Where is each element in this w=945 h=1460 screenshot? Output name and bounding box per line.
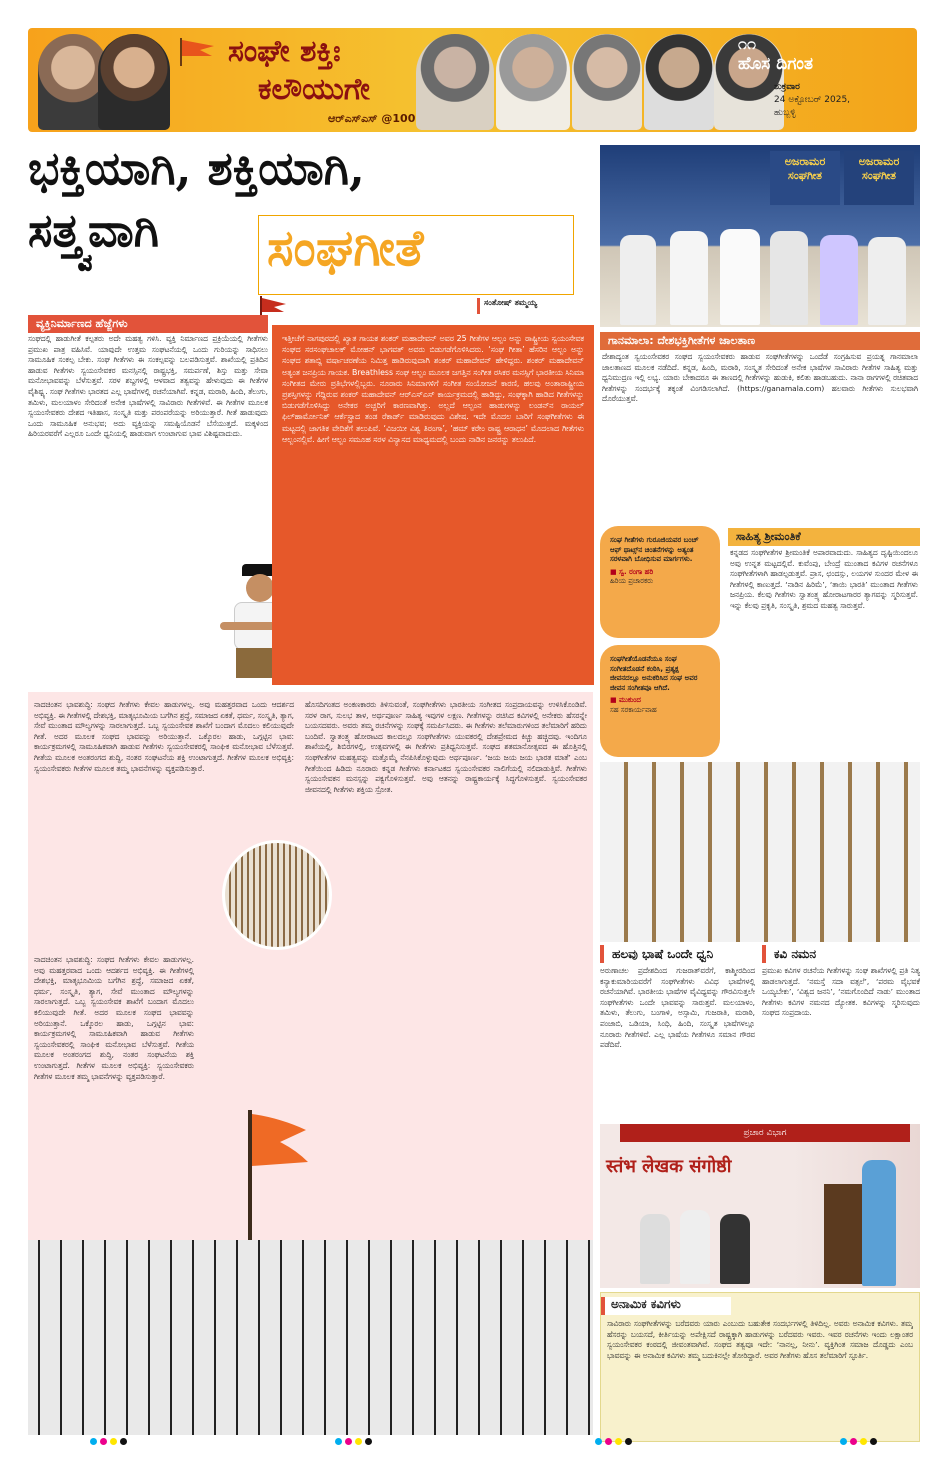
body-col2-lower: ಹೊಸದಿಗಂತದ ಅಂಕಣಕಾರರು ತಿಳಿಸುವಂತೆ, ಸಂಘಗೀತೆಗಳು ಭಾರತೀಯ ಸಂಗೀತದ ಸಂಪ್ರದಾಯವನ್ನು ಉಳಿಸಿಕೊಂಡಿವೆ. ಸರಳ ರಾಗ, ಸುಲಭ ತಾಳ, ಅರ್ಥಪೂರ್ಣ ಸಾಹಿತ್ಯ ಇವುಗಳ ಲಕ್ಷಣ. ಗೀತೆಗಳನ್ನು ರಚಿಸಿದ ಕವಿಗಳಲ್ಲಿ ಅನೇಕರು ಹೆಸರನ್ನೇ ಬಯಸದವರು. ಅವರು ತಮ್ಮ ರಚನೆಗಳನ್ನು ಸಂಘಕ್ಕೆ ಸಮರ್ಪಿಸಿದರು. ಈ ಗೀತೆಗಳು ತಲೆಮಾರುಗಳಿಂದ ತಲೆಮಾರಿಗೆ ಹರಿದು ಬಂದಿವೆ. ಸ್ವಾತಂತ್ರ್ಯ ಹೋರಾಟದ ಕಾಲದಲ್ಲೂ ಸಂಘಗೀತೆಗಳು ಯುವಕರಲ್ಲಿ ದೇಶಪ್ರೇಮದ ಕಿಚ್ಚು ಹಚ್ಚಿದವು. ಇಂದಿಗೂ ಶಾಖೆಯಲ್ಲಿ, ಶಿಬಿರಗಳಲ್ಲಿ, ಉತ್ಸವಗಳಲ್ಲಿ ಈ ಗೀತೆಗಳು ಪ್ರತಿಧ್ವನಿಸುತ್ತವೆ. ಸಂಘದ ಶತಮಾನೋತ್ಸವದ ಈ ಹೊತ್ತಿನಲ್ಲಿ ಸಂಘಗೀತೆಗಳ ಮಹತ್ವವನ್ನು ಮತ್ತೊಮ್ಮೆ ನೆನಪಿಸಿಕೊಳ್ಳುವುದು ಅರ್ಥಪೂರ್ಣ. ‘ಜಯ ಜಯ ಜಯ ಭಾರತ ಮಾತೆ’ ಎಂಬ ಗೀತೆಯಿಂದ ಹಿಡಿದು ನೂರಾರು ಕನ್ನಡ ಗೀತೆಗಳು ಕರ್ನಾಟಕದ ಸ್ವಯಂಸೇವಕರ ನಾಲಿಗೆಯಲ್ಲಿ ನಲಿದಾಡುತ್ತಿವೆ. ಗೀತೆಗಳು ಸ್ವಯಂಸೇವಕನ ಮನಸ್ಸನ್ನು ಪಕ್ವಗೊಳಿಸುತ್ತವೆ. ಅವು ಆತನನ್ನು ರಾಷ್ಟ್ರಕಾರ್ಯಕ್ಕೆ ಸಿದ್ಧಗೊಳಿಸುತ್ತವೆ. ಸ್ವಯಂಸೇವಕರ ಜೀವನದಲ್ಲಿ ಗೀತೆಗಳು ಶಕ್ತಿಯ ಸ್ರೋತ. bbox=[305, 700, 587, 794]
portrait-4 bbox=[496, 34, 570, 130]
path-sanchalan-photo bbox=[600, 762, 920, 942]
headline-highlight: ಸಂಘಗೀತೆ bbox=[267, 218, 424, 277]
quote2-text: ಸಂಘಗೀತೆಯೊಡನೆಯೂ ಸಂಘ ಸಂಗೀತದೊಡನೆ ಕಂಠಿಸಿ, ಪ್ರತ್ಯಕ್ಷ ಜೀವನದಲ್ಲೂ ಅನುಕರಿಸಿದ ಸಂಘ ಅವರ ಜೀವನ ಸಂಗೀತವೂ ಆಗಿದೆ. bbox=[610, 655, 698, 692]
quote1-text: ಸಂಘ ಗೀತೆಗಳು ಗುರೂಜಿಯವರ ಬಂಚ್ ಆಫ್ ಥಾಟ್ಸ್‌ನ ಚಿಂತನೆಗಳನ್ನು ಅತ್ಯಂತ ಸರಳವಾಗಿ ಬೋಧಿಸುವ ಮಾರ್ಗಗಳು. bbox=[610, 536, 699, 564]
event-banner-text: स्तंभ लेखक संगोष्ठी bbox=[606, 1156, 732, 1177]
seminar-photo bbox=[600, 1124, 920, 1288]
quote1-role: ಹಿರಿಯ ಪ್ರಚಾರಕರು bbox=[610, 577, 654, 586]
poster1-caption: ಅಜರಾಮರ ಸಂಘಗೀತ bbox=[770, 151, 840, 205]
body-col1-intro: ಸಂಘದಲ್ಲಿ ಹಾಡುಗೀತೆ ಕಲ್ಪತರು ಅದೇ ಮಹತ್ವ ಗಳಿಸಿ. ವ್ಯಕ್ತಿ ನಿರ್ಮಾಣದ ಪ್ರಕ್ರಿಯೆಯಲ್ಲಿ ಗೀತೆಗಳು ಪ್ರಮುಖ ಪಾತ್ರ ವಹಿಸಿವೆ. ಯಾವುದೇ ಉತ್ತಮ ಸಂಘಟನೆಯಲ್ಲಿ ಒಂದು ಗುರಿಯನ್ನು ಸಾಧಿಸಲು ಸಾಮೂಹಿಕ ಸಂಕಲ್ಪ ಬೇಕು. ಸಂಘ ಗೀತೆಗಳು ಈ ಸಂಕಲ್ಪವನ್ನು ಬಲಪಡಿಸುತ್ತವೆ. ಶಾಖೆಯಲ್ಲಿ ಪ್ರತಿದಿನ ಹಾಡುವ ಗೀತೆಗಳು ಸ್ವಯಂಸೇವಕರ ಮನಸ್ಸಿನಲ್ಲಿ ರಾಷ್ಟ್ರಭಕ್ತಿ, ಸಮರ್ಪಣೆ, ಶಿಸ್ತು ಮತ್ತು ಸೇವಾ ಮನೋಭಾವವನ್ನು ಬೆಳೆಸುತ್ತವೆ. ಸರಳ ಶಬ್ದಗಳಲ್ಲಿ ಆಳವಾದ ತತ್ವವನ್ನು ಹೇಳುವುದು ಈ ಗೀತೆಗಳ ವೈಶಿಷ್ಟ್ಯ. ಸಂಘ ಗೀತೆಗಳು ಭಾರತದ ಎಲ್ಲ ಭಾಷೆಗಳಲ್ಲಿ ರಚನೆಯಾಗಿವೆ. ಕನ್ನಡ, ಮರಾಠಿ, ಹಿಂದಿ, ತೆಲುಗು, ತಮಿಳು, ಮಲಯಾಳಂ ಸೇರಿದಂತೆ ಅನೇಕ ಭಾಷೆಗಳಲ್ಲಿ ಸಾವಿರಾರು ಗೀತೆಗಳಿವೆ. ಈ ಗೀತೆಗಳ ಮೂಲಕ ಸ್ವಯಂಸೇವಕರು ದೇಶದ ಇತಿಹಾಸ, ಸಂಸ್ಕೃತಿ ಮತ್ತು ಪರಂಪರೆಯನ್ನು ಅರಿಯುತ್ತಾರೆ. ಗೀತೆ ಹಾಡುವುದು ಒಂದು ಸಾಮೂಹಿಕ ಅನುಭವ; ಅದು ವ್ಯಕ್ತಿಯನ್ನು ಸಮಷ್ಟಿಯೊಡನೆ ಬೆಸೆಯುತ್ತದೆ. ಮಕ್ಕಳಿಂದ ಹಿರಿಯರವರೆಗೆ ಎಲ್ಲರೂ ಒಂದೇ ಧ್ವನಿಯಲ್ಲಿ ಹಾಡುವಾಗ ಉಂಟಾಗುವ ಭಾವ ವಿಶಿಷ್ಟವಾದುದು. bbox=[28, 334, 268, 439]
section-head-anamika: ಅನಾಮಿಕ ಕವಿಗಳು bbox=[601, 1297, 731, 1315]
banner-title-line2: ಕಲೌಯುಗೇ bbox=[258, 72, 370, 107]
crowd-illustration bbox=[28, 1240, 593, 1435]
headline-line2: ಸತ್ತ್ವವಾಗಿ bbox=[28, 203, 159, 257]
banner-title-line1: ಸಂಘೇ ಶಕ್ತಿಃ bbox=[228, 34, 341, 69]
portrait-3 bbox=[416, 34, 494, 130]
issue-date: 24 ಅಕ್ಟೋಬರ್ 2025, bbox=[774, 95, 851, 105]
anamika-text: ಸಾವಿರಾರು ಸಂಘಗೀತೆಗಳನ್ನು ಬರೆದವರು ಯಾರು ಎಂಬುದು ಬಹುತೇಕ ಸಂದರ್ಭಗಳಲ್ಲಿ ತಿಳಿದಿಲ್ಲ. ಅವರು ಅನಾಮಿಕ ಕವಿಗಳು. ತಮ್ಮ ಹೆಸರನ್ನು ಬಯಸದೆ, ಕೀರ್ತಿಯನ್ನು ಅಪೇಕ್ಷಿಸದೆ ರಾಷ್ಟ್ರಕ್ಕಾಗಿ ಹಾಡುಗಳನ್ನು ಬರೆದವರು ಇವರು. ಇವರ ರಚನೆಗಳು ಇಂದು ಲಕ್ಷಾಂತರ ಸ್ವಯಂಸೇವಕರ ಕಂಠದಲ್ಲಿ ಜೀವಂತವಾಗಿವೆ. ಸಂಘದ ತತ್ವವೂ ಇದೇ: ‘ನಾನಲ್ಲ, ನೀನು’. ವ್ಯಕ್ತಿಗಿಂತ ಸಮಾಜ ದೊಡ್ಡದು ಎಂಬ ಭಾವವನ್ನು ಈ ಅನಾಮಿಕ ಕವಿಗಳು ತಮ್ಮ ಬದುಕಿನಲ್ಲೇ ತೋರಿದ್ದಾರೆ. ಅವರ ಗೀತೆಗಳು ಹೊಸ ತಲೆಮಾರಿಗೆ ಸ್ಫೂರ್ತಿ. bbox=[607, 1319, 913, 1360]
poster2-caption: ಅಜರಾಮರ ಸಂಘಗೀತ bbox=[844, 151, 914, 205]
formation-photo bbox=[222, 840, 332, 950]
registration-dots-2 bbox=[335, 1438, 372, 1446]
registration-dots-4 bbox=[840, 1438, 877, 1446]
registration-dots-1 bbox=[90, 1438, 127, 1446]
quote-badge-2 bbox=[600, 645, 720, 757]
section-head-ganamala: ಗಾನಮಾಲಾ: ದೇಶಭಕ್ತಿಗೀತೆಗಳ ಜಾಲತಾಣ bbox=[600, 332, 920, 350]
body-col1-lower: ನಾದಚಿಂತನ ಭಾವಶುದ್ಧಿ: ಸಂಘದ ಗೀತೆಗಳು ಕೇವಲ ಹಾಡುಗಳಲ್ಲ. ಅವು ಮಹತ್ತರವಾದ ಒಂದು ಆದರ್ಶದ ಅಭಿವ್ಯಕ್ತಿ. ಈ ಗೀತೆಗಳಲ್ಲಿ ದೇಶಭಕ್ತಿ, ಮಾತೃಭೂಮಿಯ ಬಗೆಗಿನ ಶ್ರದ್ಧೆ, ಸಮಾಜದ ಏಕತೆ, ಧರ್ಮ, ಸಂಸ್ಕೃತಿ, ತ್ಯಾಗ, ಸೇವೆ ಮುಂತಾದ ಮೌಲ್ಯಗಳನ್ನು ಸಾರಲಾಗುತ್ತದೆ. ಒಬ್ಬ ಸ್ವಯಂಸೇವಕ ಶಾಖೆಗೆ ಬಂದಾಗ ಮೊದಲು ಕಲಿಯುವುದೇ ಗೀತೆ. ಅದರ ಮೂಲಕ ಸಂಘದ ಭಾವವನ್ನು ಅರಿಯುತ್ತಾನೆ. ಒಕ್ಕೊರಲ ಹಾಡು, ಒಗ್ಗಟ್ಟಿನ ಭಾವ: ಕಾರ್ಯಕ್ರಮಗಳಲ್ಲಿ ಸಾಮೂಹಿಕವಾಗಿ ಹಾಡುವ ಗೀತೆಗಳು ಸ್ವಯಂಸೇವಕರಲ್ಲಿ ಸಾಂಘಿಕ ಮನೋಭಾವ ಬೆಳೆಸುತ್ತವೆ. ಗೀತೆಯ ಮೂಲಕ ಅಂತರಂಗದ ಶುದ್ಧಿ, ನಂತರ ಸಂಘಟನೆಯ ಶಕ್ತಿ ಉಂಟಾಗುತ್ತದೆ. ಗೀತೆಗಳ ಮೂಲಕ ಅಭಿವ್ಯಕ್ತಿ: ಸ್ವಯಂಸೇವಕರು ಗೀತೆಗಳ ಮೂಲಕ ತಮ್ಮ ಭಾವನೆಗಳನ್ನು ವ್ಯಕ್ತಪಡಿಸುತ್ತಾರೆ. bbox=[34, 700, 294, 773]
bhagwa-flag-illustration bbox=[200, 1100, 310, 1250]
body-col1-continued: ನಾದಚಿಂತನ ಭಾವಶುದ್ಧಿ: ಸಂಘದ ಗೀತೆಗಳು ಕೇವಲ ಹಾಡುಗಳಲ್ಲ. ಅವು ಮಹತ್ತರವಾದ ಒಂದು ಆದರ್ಶದ ಅಭಿವ್ಯಕ್ತಿ. ಈ ಗೀತೆಗಳಲ್ಲಿ ದೇಶಭಕ್ತಿ, ಮಾತೃಭೂಮಿಯ ಬಗೆಗಿನ ಶ್ರದ್ಧೆ, ಸಮಾಜದ ಏಕತೆ, ಧರ್ಮ, ಸಂಸ್ಕೃತಿ, ತ್ಯಾಗ, ಸೇವೆ ಮುಂತಾದ ಮೌಲ್ಯಗಳನ್ನು ಸಾರಲಾಗುತ್ತದೆ. ಒಬ್ಬ ಸ್ವಯಂಸೇವಕ ಶಾಖೆಗೆ ಬಂದಾಗ ಮೊದಲು ಕಲಿಯುವುದೇ ಗೀತೆ. ಅದರ ಮೂಲಕ ಸಂಘದ ಭಾವವನ್ನು ಅರಿಯುತ್ತಾನೆ. ಒಕ್ಕೊರಲ ಹಾಡು, ಒಗ್ಗಟ್ಟಿನ ಭಾವ: ಕಾರ್ಯಕ್ರಮಗಳಲ್ಲಿ ಸಾಮೂಹಿಕವಾಗಿ ಹಾಡುವ ಗೀತೆಗಳು ಸ್ವಯಂಸೇವಕರಲ್ಲಿ ಸಾಂಘಿಕ ಮನೋಭಾವ ಬೆಳೆಸುತ್ತವೆ. ಗೀತೆಯ ಮೂಲಕ ಅಂತರಂಗದ ಶುದ್ಧಿ, ನಂತರ ಸಂಘಟನೆಯ ಶಕ್ತಿ ಉಂಟಾಗುತ್ತದೆ. ಗೀತೆಗಳ ಮೂಲಕ ಅಭಿವ್ಯಕ್ತಿ: ಸ್ವಯಂಸೇವಕರು ಗೀತೆಗಳ ಮೂಲಕ ತಮ್ಮ ಭಾವನೆಗಳನ್ನು ವ್ಯಕ್ತಪಡಿಸುತ್ತಾರೆ. bbox=[34, 955, 194, 1081]
quote-badge-1 bbox=[600, 526, 720, 638]
masthead-banner bbox=[28, 28, 917, 132]
banner-tag: ಆರ್‌ಎಸ್‌ಎಸ್ @100 bbox=[328, 112, 416, 125]
headline-highlight-box bbox=[258, 215, 574, 295]
quote1-author: ■ ಸ್ವ. ರಂಗಾ ಹರಿ bbox=[610, 567, 654, 576]
event-banner-top: ಪ್ರಚಾರ ವಿಭಾಗ bbox=[620, 1124, 910, 1142]
saffron-flag-icon bbox=[178, 36, 218, 66]
registration-dots-3 bbox=[595, 1438, 632, 1446]
halavu-text: ಅರುಣಾಚಲ ಪ್ರದೇಶದಿಂದ ಗುಜರಾತ್‌ವರೆಗೆ, ಕಾಶ್ಮೀರದಿಂದ ಕನ್ಯಾಕುಮಾರಿಯವರೆಗೆ ಸಂಘಗೀತೆಗಳು ವಿವಿಧ ಭಾಷೆಗಳಲ್ಲಿ ರಚನೆಯಾಗಿವೆ. ಭಾರತೀಯ ಭಾಷೆಗಳ ವೈವಿಧ್ಯವನ್ನು ಗೌರವಿಸುತ್ತಲೇ ಸಂಘಗೀತೆಗಳು ಒಂದೇ ಭಾವವನ್ನು ಸಾರುತ್ತವೆ. ಮಲಯಾಳಂ, ತಮಿಳು, ತೆಲುಗು, ಬಂಗಾಳಿ, ಅಸ್ಸಾಮಿ, ಗುಜರಾತಿ, ಮರಾಠಿ, ಪಂಜಾಬಿ, ಒಡಿಯಾ, ಸಿಂಧಿ, ಹಿಂದಿ, ಸಂಸ್ಕೃತ ಭಾಷೆಗಳಲ್ಲೂ ನೂರಾರು ಗೀತೆಗಳಿವೆ. ಎಲ್ಲ ಭಾಷೆಯ ಗೀತೆಗಳೂ ಸಮಾನ ಗೌರವ ಪಡೆದಿವೆ. bbox=[600, 966, 755, 1050]
portrait-5 bbox=[572, 34, 642, 130]
section-head-vyakti: ವ್ಯಕ್ತಿನಿರ್ಮಾಣದ ಹೆಜ್ಜೆಗಳು bbox=[28, 315, 268, 333]
anamika-box bbox=[600, 1292, 920, 1442]
byline: ಸಂತೋಷ್ ತಮ್ಮಯ್ಯ bbox=[477, 298, 577, 314]
ganamala-text: ದೇಶಾದ್ಯಂತ ಸ್ವಯಂಸೇವಕರ ಸಂಘದ ಸ್ವಯಂಸೇವಕರು ಹಾಡುವ ಸಂಘಗೀತೆಗಳನ್ನು ಒಂದೆಡೆ ಸಂಗ್ರಹಿಸುವ ಪ್ರಯತ್ನ ಗಾನಮಾಲಾ ಜಾಲತಾಣದ ಮೂಲಕ ನಡೆದಿದೆ. ಕನ್ನಡ, ಹಿಂದಿ, ಮರಾಠಿ, ಸಂಸ್ಕೃತ ಸೇರಿದಂತೆ ಅನೇಕ ಭಾಷೆಗಳ ಸಾವಿರಾರು ಗೀತೆಗಳ ಸಾಹಿತ್ಯ ಮತ್ತು ಧ್ವನಿಮುದ್ರಣ ಇಲ್ಲಿ ಲಭ್ಯ. ಯಾರು ಬೇಕಾದರೂ ಈ ತಾಣದಲ್ಲಿ ಗೀತೆಗಳನ್ನು ಹುಡುಕಿ, ಕಲಿತು ಹಾಡಬಹುದು. ನಾನಾ ರಾಗಗಳಲ್ಲಿ ರಚಿತವಾದ ಗೀತೆಗಳನ್ನು ಸಂದರ್ಭಕ್ಕೆ ತಕ್ಕಂತೆ ವಿಂಗಡಿಸಲಾಗಿದೆ. (https://ganamala.com) ಹಲವಾರು ಗೀತೆಗಳು ಸುಲಭವಾಗಿ ದೊರೆಯುತ್ತವೆ. bbox=[602, 352, 918, 404]
quote2-author: ■ ಮುಕುಂದ bbox=[610, 696, 641, 705]
kavi-text: ಪ್ರಮುಖ ಕವಿಗಳ ರಚನೆಯ ಗೀತೆಗಳನ್ನು ಸಂಘ ಶಾಖೆಗಳಲ್ಲಿ ಪ್ರತಿ ನಿತ್ಯ ಹಾಡಲಾಗುತ್ತದೆ. ‘ನಮಸ್ತೆ ಸದಾ ವತ್ಸಲೆ’, ‘ಪರಮ ವೈಭವಕೆ ಒಯ್ಯಬೇಕು’, ‘ವಿಶ್ವದ ಜನನಿ’, ‘ನಮಗೊಂದಿದೆ ನಾಡು’ ಮುಂತಾದ ಗೀತೆಗಳು ಕವಿಗಳ ನಮನದ ದ್ಯೋತಕ. ಕವಿಗಳನ್ನು ಸ್ಮರಿಸುವುದು ಸಂಘದ ಸಂಪ್ರದಾಯ. bbox=[762, 966, 920, 1018]
portrait-2 bbox=[98, 34, 170, 130]
orange-feature-panel: ಇತ್ತೀಚೆಗೆ ನಾಗಪುರದಲ್ಲಿ ಖ್ಯಾತ ಗಾಯಕ ಶಂಕರ್ ಮಹಾದೇವನ್ ಅವರ 25 ಗೀತೆಗಳ ಆಲ್ಬಂ ಅನ್ನು ರಾಷ್ಟ್ರೀಯ ಸ್ವಯಂಸೇವಕ ಸಂಘದ ಸರಸಂಘಚಾಲಕ್ ಮೋಹನ್ ಭಾಗವತ್ ಅವರು ಬಿಡುಗಡೆಗೊಳಿಸಿದರು. ‘ಸಂಘ ಗೀತಾ’ ಹೆಸರಿನ ಆಲ್ಬಂ ಅನ್ನು ಸಂಘದ ಶತಾಬ್ದಿ ವರ್ಷಾಚರಣೆಯ ನಿಮಿತ್ತ ಹಾಡಿರುವುದಾಗಿ ಶಂಕರ್ ಮಹಾದೇವನ್ ಹೇಳಿದ್ದರು. ಶಂಕರ್ ಮಹಾದೇವನ್ ಅತ್ಯಂತ ಜನಪ್ರಿಯ ಗಾಯಕ. Breathless ಸಂಘ ಆಲ್ಬಂ ಮೂಲಕ ಜಗತ್ತಿನ ಸಂಗೀತ ರಸಿಕರ ಮನಸ್ಸಿಗೆ ಭಾರತೀಯ ಸಿನಿಮಾ ಸಂಗೀತದ ಮೇರು ಪ್ರತಿಭೆಗಳಲ್ಲಿಬ್ಬರು. ನೂರಾರು ಸಿನಿಮಾಗಳಿಗೆ ಸಂಗೀತ ಸಂಯೋಜನೆ ಕಾರಣಿ, ಹಲವು ಅಂತಾರಾಷ್ಟ್ರೀಯ ಪ್ರಶಸ್ತಿಗಳನ್ನು ಗೆದ್ದಿರುವ ಶಂಕರ್ ಮಹಾದೇವನ್ ಆರ್‌ಎಸ್‌ಎಸ್ ಕಾರ್ಯಕ್ರಮದಲ್ಲಿ ಹಾಡಿದ್ದು, ಸಂಘಕ್ಕಾಗಿ ಹಾಡಿದ ಗೀತೆಗಳನ್ನು ಬಿಡುಗಡೆಗೊಳಿಸಿದ್ದು ಅನೇಕರ ಅಚ್ಚರಿಗೆ ಕಾರಣವಾಗಿತ್ತು. ಅಲ್ಲದೆ ಆಲ್ಬಂನ ಹಾಡುಗಳನ್ನು ಲಂಡನ್‌ನ ರಾಯಲ್ ಫಿಲ್‌ಹಾರ್ಮೋನಿಕ್ ಆರ್ಕೆಸ್ಟ್ರಾದ ತಂಡ ರೆಕಾರ್ಡ್ ಮಾಡಿರುವುದು ವಿಶೇಷ. ಇದೇ ಮೊದಲ ಬಾರಿಗೆ ಸಂಘಗೀತೆಗಳು ಈ ಮಟ್ಟದಲ್ಲಿ ಜಾಗತಿಕ ವೇದಿಕೆಗೆ ತಲುಪಿವೆ. ‘ವಿಜಯೀ ವಿಶ್ವ ತಿರಂಗಾ’, ‘ಹಮ್ ಕರೇಂ ರಾಷ್ಟ್ರ ಆರಾಧನ’ ಮೊದಲಾದ ಗೀತೆಗಳು ಆಲ್ಬಂನಲ್ಲಿವೆ. ಹೀಗೆ ಆಲ್ಬಂ ಸಮೂಹ ಸರಳ ವಿನ್ಯಾಸದ ಮಾಧ್ಯಮದಲ್ಲಿ ಬಂದು ನಾಡಿನ ಜನರನ್ನು ತಲುಪಿದೆ. bbox=[272, 325, 594, 685]
sahitya-text: ಕನ್ನಡದ ಸಂಘಗೀತೆಗಳ ಶ್ರೀಮಂತಿಕೆ ಅಪಾರವಾದುದು. ಸಾಹಿತ್ಯದ ದೃಷ್ಟಿಯಿಂದಲೂ ಅವು ಉನ್ನತ ಮಟ್ಟದಲ್ಲಿವೆ. ಕುವೆಂಪು, ಬೇಂದ್ರೆ ಮುಂತಾದ ಕವಿಗಳ ರಚನೆಗಳೂ ಸಂಘಗೀತೆಗಳಾಗಿ ಹಾಡಲ್ಪಡುತ್ತವೆ. ಪ್ರಾಸ, ಛಂದಸ್ಸು, ಲಯಗಳ ಸುಂದರ ಮೇಳ ಈ ಗೀತೆಗಳಲ್ಲಿ ಕಾಣುತ್ತದೆ. ‘ನಾಡಿನ ಹಿರಿಮೆ’, ‘ತಾಯಿ ಭಾರತಿ’ ಮುಂತಾದ ಗೀತೆಗಳು ಜನಪ್ರಿಯ. ಕೆಲವು ಗೀತೆಗಳು ಸ್ವಾತಂತ್ರ್ಯ ಹೋರಾಟಗಾರರ ತ್ಯಾಗವನ್ನು ಸ್ಮರಿಸುತ್ತವೆ. ಇನ್ನು ಕೆಲವು ಪ್ರಕೃತಿ, ಸಂಸ್ಕೃತಿ, ಶ್ರಮದ ಮಹತ್ವ ಸಾರುತ್ತವೆ. bbox=[730, 548, 918, 610]
quote2-role: ಸಹ ಸರಕಾರ್ಯವಾಹ bbox=[610, 705, 657, 714]
album-launch-photo bbox=[600, 145, 920, 327]
issue-city: ಹುಬ್ಬಳ್ಳಿ bbox=[774, 108, 796, 118]
newspaper-logo bbox=[734, 32, 909, 128]
issue-day: ಶುಕ್ರವಾರ bbox=[774, 82, 800, 92]
paper-name: ಹೊಸ ದಿಗಂತ bbox=[738, 54, 813, 74]
page-number: ೧೧ bbox=[738, 34, 756, 53]
section-head-halavu: ಹಲವು ಭಾಷೆ ಒಂದೇ ಧ್ವನಿ bbox=[600, 945, 755, 963]
portrait-6 bbox=[644, 34, 714, 130]
section-head-sahitya: ಸಾಹಿತ್ಯ ಶ್ರೀಮಂತಿಕೆ bbox=[728, 528, 920, 546]
headline-line1: ಭಕ್ತಿಯಾಗಿ, ಶಕ್ತಿಯಾಗಿ, bbox=[28, 141, 365, 195]
section-head-kavi: ಕವಿ ನಮನ bbox=[762, 945, 920, 963]
